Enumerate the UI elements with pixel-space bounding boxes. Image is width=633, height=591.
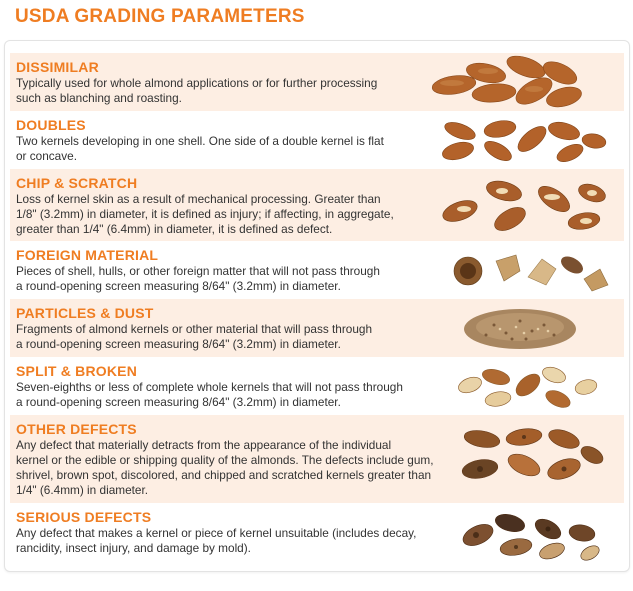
row-title: OTHER DEFECTS xyxy=(16,421,137,437)
grading-row-split-broken xyxy=(10,357,624,415)
description-line: 1/8" (3.2mm) in diameter, it is defined as injury; if affecting, in aggregate, xyxy=(16,207,394,221)
description-line: Fragments of almond kernels or other material that will pass through xyxy=(16,322,373,336)
row-title: DOUBLES xyxy=(16,117,86,133)
description-line: rancidity, insect injury, and damage by mold). xyxy=(16,541,251,555)
description-line: Pieces of shell, hulls, or other foreign matter that will not pass through xyxy=(16,264,380,278)
grading-row-dissimilar xyxy=(10,53,624,111)
description-line: Typically used for whole almond applications or for further processing xyxy=(16,76,378,90)
description-line: Loss of kernel skin as a result of mechanical processing. Greater than xyxy=(16,192,381,206)
description-line: such as blanching and roasting. xyxy=(16,91,182,105)
shell-hull-pieces-icon xyxy=(424,241,624,299)
grading-row-foreign-material xyxy=(10,241,624,299)
row-description xyxy=(16,192,394,237)
double-kernels-icon xyxy=(424,111,624,169)
row-description xyxy=(16,438,434,498)
description-line: Seven-eighths or less of complete whole kernels that will not pass through xyxy=(16,380,403,394)
description-line: Any defect that materially detracts from the appearance of the individual xyxy=(16,438,392,452)
description-line: a round-opening screen measuring 8/64" (3.2mm) in diameter. xyxy=(16,279,341,293)
description-line: Any defect that makes a kernel or piece of kernel unsuitable (includes decay, xyxy=(16,526,417,540)
description-line: Two kernels developing in one shell. One side of a double kernel is flat xyxy=(16,134,384,148)
row-title: SPLIT & BROKEN xyxy=(16,363,138,379)
description-line: 1/4" (6.4mm) in diameter. xyxy=(16,483,149,497)
grading-row-serious-defects xyxy=(10,503,624,565)
broken-almonds-icon xyxy=(424,357,624,415)
grading-row-particles-dust xyxy=(10,299,624,357)
grading-row-chip-scratch xyxy=(10,169,624,241)
row-description xyxy=(16,264,380,294)
row-description xyxy=(16,322,372,352)
row-title: PARTICLES & DUST xyxy=(16,305,154,321)
description-line: shrivel, brown spot, discolored, and chipped and scratched kernels greater than xyxy=(16,468,432,482)
row-title: SERIOUS DEFECTS xyxy=(16,509,152,525)
row-title: CHIP & SCRATCH xyxy=(16,175,138,191)
description-line: greater than 1/4" (6.4mm) in diameter, it is defined as defect. xyxy=(16,222,333,236)
row-description xyxy=(16,76,377,106)
row-title: FOREIGN MATERIAL xyxy=(16,247,159,263)
grading-row-other-defects xyxy=(10,415,624,503)
description-line: a round-opening screen measuring 8/64" (3.2mm) in diameter. xyxy=(16,395,341,409)
row-description xyxy=(16,380,403,410)
description-line: a round-opening screen measuring 8/64" (3.2mm) in diameter. xyxy=(16,337,341,351)
defective-almonds-icon xyxy=(424,419,624,499)
grading-panel xyxy=(4,40,630,572)
chipped-almonds-icon xyxy=(424,169,624,241)
page-title: USDA GRADING PARAMETERS xyxy=(15,6,305,27)
almond-dust-pile-icon xyxy=(424,299,624,357)
whole-almonds-icon xyxy=(424,53,624,111)
row-title: DISSIMILAR xyxy=(16,59,99,75)
description-line: kernel or the edible or shipping quality of the almonds. The defects include gum, xyxy=(16,453,434,467)
damaged-almonds-icon xyxy=(424,503,624,565)
row-description xyxy=(16,134,384,164)
grading-row-doubles xyxy=(10,111,624,169)
row-description xyxy=(16,526,416,556)
description-line: or concave. xyxy=(16,149,77,163)
